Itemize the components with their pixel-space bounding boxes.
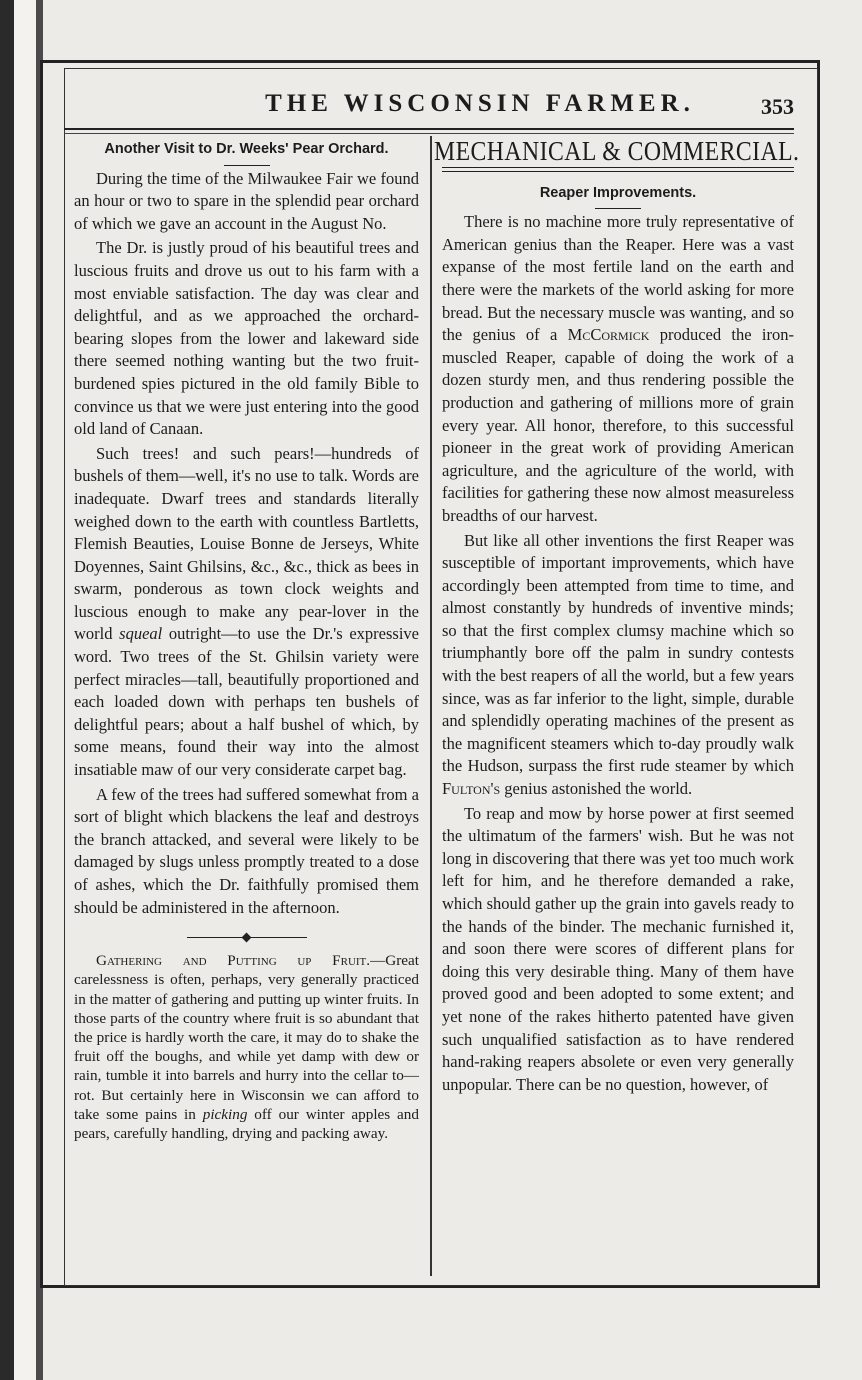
page-number: 353	[761, 94, 794, 119]
paragraph: During the time of the Milwaukee Fair we found an hour or two to spare in the splendid pear orchard of which we gave an account in the August No.	[74, 168, 419, 233]
emphasis: squeal	[119, 624, 163, 644]
text-run: But like all other inventions the first Reaper was susceptible of important improvements, which have accordingly been attempted from time to time, and almost constantly by hundreds of inventive minds; so that the first complex clumsy machine which so triumphantly bore off the palm in sundry contests with the best reapers of all the world, but a few years since, was as far inferior to the light, simple, durable and splendidly operating machines of the present as the magnificent steamers which to-day proudly walk the Hudson, surpass the first rude steamer by which	[442, 530, 794, 776]
right-column	[434, 136, 800, 1096]
header-rule	[64, 128, 794, 130]
header-rule-thin	[64, 133, 794, 134]
section-double-rule	[442, 167, 794, 172]
page-header	[64, 86, 818, 122]
text-run: genius astonished the world.	[500, 779, 693, 799]
running-head: THE WISCONSIN FARMER.	[265, 90, 695, 117]
section-title: MECHANICAL & COMMERCIAL.	[434, 136, 800, 166]
page-gutter	[14, 0, 36, 1380]
title-rule	[224, 165, 270, 166]
page-binding-edge	[0, 0, 14, 1380]
text-run: off our winter apples and pears, carefully handling, drying and packing away.	[74, 1105, 419, 1143]
paragraph: A few of the trees had suffered somewhat from a sort of blight which blackens the leaf and destroys the branch attacked, and several were likely to be damaged by slugs unless promptly treated to a dose of ashes, which the Dr. faithfully promised them should be administered in the afternoon.	[74, 784, 419, 917]
person-name: McCormick	[567, 325, 650, 345]
text-run: produced the iron-muscled Reaper, capable of doing the work of a dozen sturdy men, and thus rendering possible the production and gathering of millions more of grain every year. All honor, therefore, to this successful pioneer in the great work of providing American agriculture, and the agriculture of the world, with facilities for gathering these now almost measureless breadths of our harvest.	[442, 325, 795, 525]
paragraph: To reap and mow by horse power at first seemed the ultimatum of the farmers' wish. But he was not long in discovering that there was yet too much work left for him, and he therefore demanded a rake, which should gather up the grain into gavels ready to the hands of the binder. The mechanic furnished it, and soon there were scores of different plans for doing this very desirable thing. Many of them have proved good and been adopted to some extent; and yet none of the rakes hitherto patented have given such unqualified satisfaction as to have rendered hand-raking reapers absolete or even very generally unpopular. There can be no question, however, of	[442, 803, 794, 1094]
run-in-heading: Gathering and Putting up Fruit.	[96, 952, 371, 970]
person-name: Fulton's	[442, 779, 501, 799]
title-rule	[595, 208, 641, 209]
text-run: Such trees! and such pears!—hundreds of bushels of them—well, it's no use to talk. Words are inadequate. Dwarf trees and standards literally weighed down to the earth with countless Bartletts, Flemish Beauties, Louise Bonne de Jerseys, White Doyennes, Saint Ghilsins, &c., &c., thick as bees in swarm, ponderous as town clock weights and luscious enough to make any pear-lover in the world	[74, 443, 419, 644]
paragraph	[442, 211, 794, 527]
paragraph: The Dr. is justly proud of his beautiful trees and luscious fruits and drove us out to his farm with a most enviable satisfaction. The day was clear and delightful, and as we approached the orchard-bearing slopes from the lower and lakeward side there seemed nothing wanting but the two fruit-burdened spies pictured in the old family Bible to convince us that we were just entering into the good old land of Canaan.	[74, 238, 419, 439]
paragraph	[74, 443, 419, 782]
paragraph	[442, 530, 794, 801]
article-title-pear-orchard: Another Visit to Dr. Weeks' Pear Orchard.	[104, 141, 389, 157]
section-ornament	[187, 933, 307, 941]
text-run: There is no machine more truly representative of American genius than the Reaper. Here was a vast expanse of the most fertile land on the earth and there were the markets of the world asking for more bread. But the necessary muscle was wanting, and so the genius of a	[442, 212, 794, 345]
article-title-reaper: Reaper Improvements.	[539, 184, 697, 201]
column-divider	[430, 136, 432, 1276]
text-run: outright—to use the Dr.'s expressive word. Two trees of the St. Ghilsin variety were perfect miracles—tall, beautifully proportioned and each loaded down with perhaps ten bushels of delightful pears; about a half bushel of which, by some means, found their way into the almost insatiable maw of our very considerate carpet bag.	[74, 624, 419, 780]
left-column	[74, 136, 419, 1143]
paragraph-gathering-fruit	[74, 951, 419, 1143]
text-run: —Great carelessness is often, perhaps, very generally practiced in the matter of gathering and putting up winter fruits. In those parts of the country where fruit is so abundant that the price is hardly worth the care, it may do to shake the fruit off the boughs, and while yet damp with dew or rain, tumble it into barrels and hurry into the cellar to—rot. But certainly here in Wisconsin we can afford to take some pains in	[74, 952, 419, 1123]
emphasis: picking	[202, 1105, 248, 1123]
